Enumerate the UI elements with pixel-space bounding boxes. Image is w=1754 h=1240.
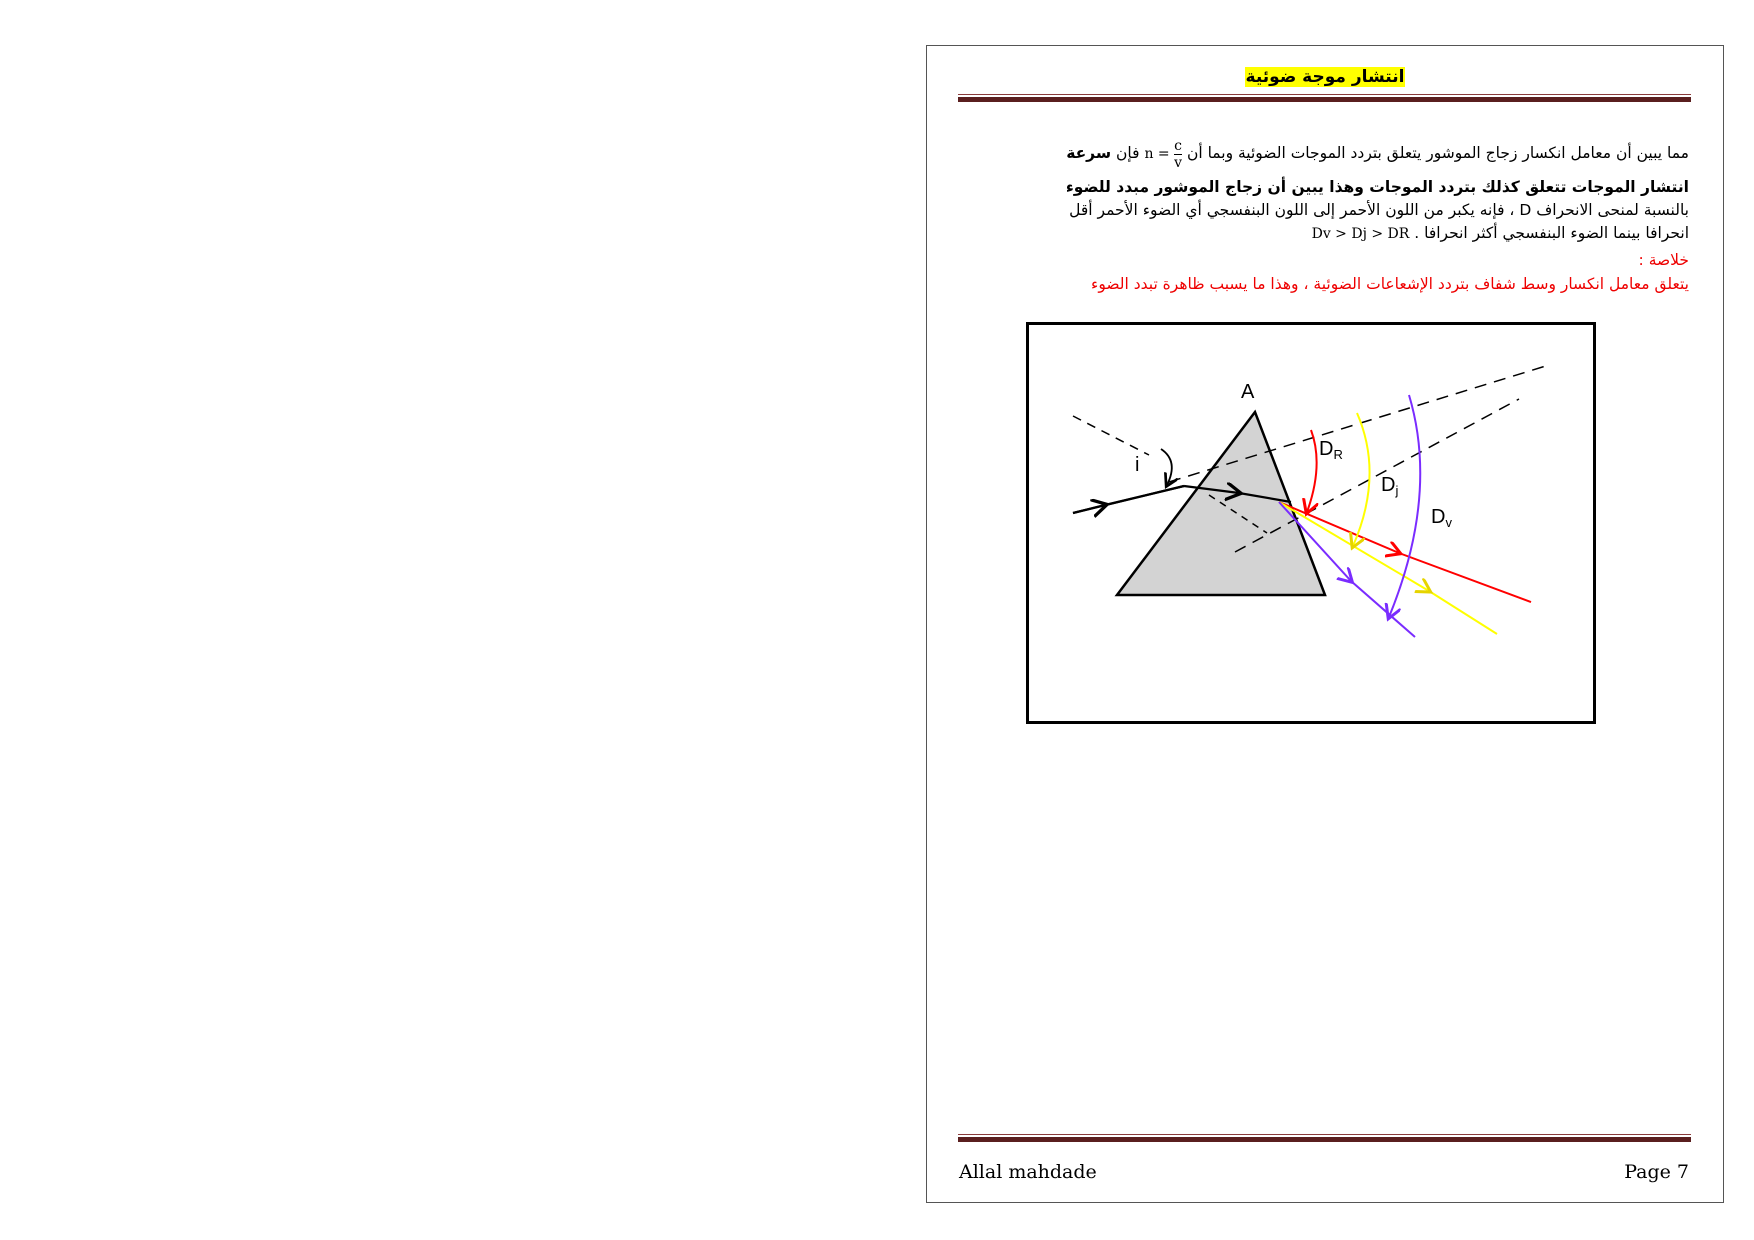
deviation-arc-yellow bbox=[1353, 413, 1370, 546]
footer-page-number: Page 7 bbox=[1624, 1161, 1689, 1183]
paragraph-line-2: انتشار الموجات تتعلق كذلك بتردد الموجات وهذا يبين أن زجاج الموشور مبدد للضوء bbox=[1065, 178, 1689, 196]
prism-diagram bbox=[1029, 325, 1593, 721]
paragraph-line-3: بالنسبة لمنحى الانحراف D ، فإنه يكبر من اللون الأحمر إلى اللون البنفسجي أي الضوء الأحمر أقل bbox=[1069, 201, 1689, 219]
vertex-label-A: A bbox=[1241, 381, 1255, 403]
para1-bold-end: سرعة bbox=[1066, 144, 1112, 162]
label-DR: $D_R$ bbox=[1319, 438, 1343, 462]
para1-text: مما يبين أن معامل انكسار زجاج الموشور يتعلق بتردد الموجات الضوئية وبما أن bbox=[1186, 144, 1689, 162]
deviation-arc-red bbox=[1307, 430, 1317, 512]
angle-i-arc bbox=[1161, 449, 1172, 485]
label-Dj: $D_j$ bbox=[1381, 474, 1399, 498]
dashed-line-incident-extension bbox=[1073, 416, 1149, 455]
summary-text: يتعلق معامل انكسار وسط شفاف بتردد الإشعاعات الضوئية ، وهذا ما يسبب ظاهرة تبدد الضوء bbox=[1091, 275, 1689, 293]
header-rule bbox=[958, 94, 1691, 102]
deviation-inequality: Dv > Dj > DR bbox=[1311, 226, 1410, 242]
page-title: انتشار موجة ضوئية bbox=[1245, 67, 1405, 87]
para1-then: فإن bbox=[1116, 144, 1140, 162]
page-title-wrap bbox=[927, 67, 1723, 87]
label-Dv: $D_v$ bbox=[1431, 506, 1452, 530]
paragraph-line-4: انحرافا بينما الضوء البنفسجي أكثر انحرافا . Dv > Dj > DR bbox=[1311, 224, 1689, 242]
angle-label-i: i bbox=[1135, 454, 1140, 476]
summary-title: خلاصة : bbox=[1638, 251, 1689, 269]
footer-rule bbox=[958, 1134, 1691, 1142]
footer-author: Allal mahdade bbox=[959, 1161, 1097, 1183]
prism-dispersion-figure bbox=[1026, 322, 1596, 724]
formula-fraction: $\frac{c}{v}$ bbox=[1174, 137, 1183, 171]
paragraph-line-1 bbox=[963, 136, 1689, 171]
document-page bbox=[926, 45, 1724, 1203]
formula-n: n = $\frac{c}{v}$ bbox=[1144, 137, 1183, 171]
